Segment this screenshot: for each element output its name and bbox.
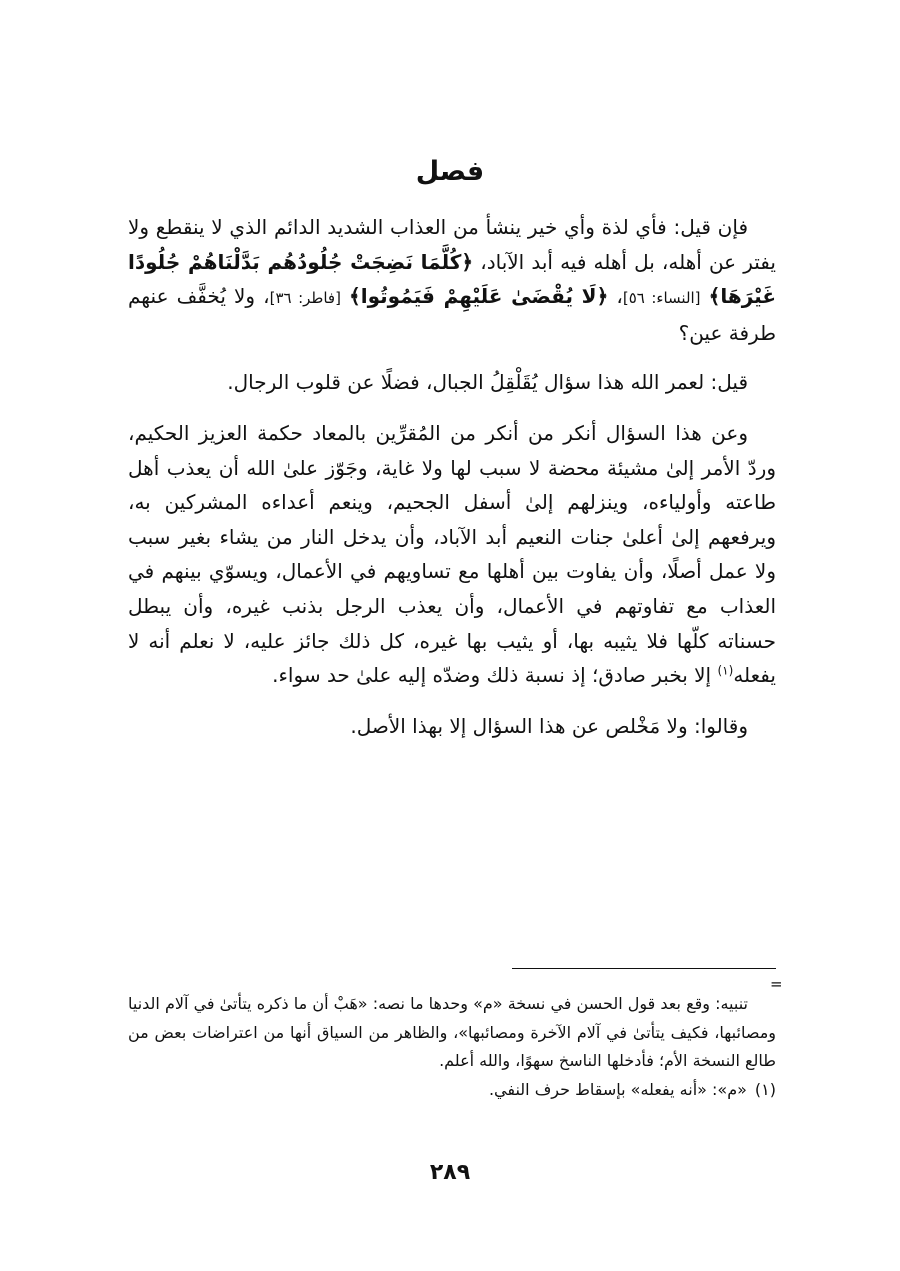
quran-verse: ﴿لَا يُقْضَىٰ عَلَيْهِمْ فَيَمُوتُوا﴾ bbox=[349, 284, 609, 309]
paragraph-text: فإن قيل: فأي لذة وأي خير ينشأ من العذاب الشديد الدائم الذي لا ينقطع ولا يفتر عن أهله، بل أهله فيه أبد الآباد، bbox=[128, 215, 776, 274]
paragraph-text: ، bbox=[616, 284, 623, 309]
verse-reference: [النساء: ٥٦] bbox=[622, 289, 701, 308]
footnote-text: «م»: «أنه يفعله» بإسقاط حرف النفي. bbox=[488, 1079, 747, 1099]
footnote-continuation-mark: = bbox=[770, 975, 783, 993]
quran-verse: ﴿كُلَّمَا نَضِجَتْ جُلُودُهُم بَدَّلْنَاهُمْ جُلُودًا غَيْرَهَا﴾ bbox=[128, 249, 777, 309]
section-title: فصل bbox=[415, 156, 485, 187]
footnote-marker[interactable]: (١) bbox=[717, 663, 734, 678]
paragraph-conclusion: وقالوا: ولا مَخْلص عن هذا السؤال إلا بهذا الأصل. bbox=[350, 713, 748, 738]
paragraph-text: ، ولا يُخفَّف عنهم طرفة عين؟ bbox=[128, 284, 776, 345]
paragraph-answer: قيل: لعمر الله هذا سؤال يُقَلْقِلُ الجبال، فضلًا عن قلوب الرجال. bbox=[227, 370, 748, 395]
main-text bbox=[128, 210, 776, 743]
footnote-1 bbox=[128, 1076, 776, 1105]
footnotes bbox=[128, 990, 776, 1104]
paragraph-text: إلا بخبر صادق؛ إذ نسبة ذلك وضدّه إليه علىٰ حد سواء. bbox=[272, 663, 718, 688]
footnote-number: (١) bbox=[754, 1079, 776, 1099]
verse-reference: [فاطر: ٣٦] bbox=[269, 289, 341, 308]
paragraph-text: وعن هذا السؤال أنكر من أنكر من المُقرِّين بالمعاد حكمة العزيز الحكيم، وردّ الأمر إلىٰ مشيئة محضة لا سبب لها ولا غاية، وجَوّز علىٰ الله أن يعذب أهل طاعته وأولياءه، وينزلهم إلىٰ أسفل الجحيم، وينعم أعداءه المشركين به، ويرفعهم إلىٰ أعلىٰ جنات النعيم أبد الآباد، وأن يدخل النار من يشاء بغير سبب ولا عمل أصلًا، وأن يفاوت بين أهلها مع تساويهم في الأعمال، ويسوّي بينهم في العذاب مع تفاوتهم في الأعمال، وأن يعذب الرجل بذنب غيره، وأن يبطل حسناته كلّها فلا يثيبه بها، أو يثيب بها غيره، كل ذلك جائز عليه، لا نعلم أنه لا يفعله bbox=[128, 420, 776, 688]
paragraph-question bbox=[128, 210, 776, 350]
footnote-note: تنبيه: وقع بعد قول الحسن في نسخة «م» وحدها ما نصه: «هَبْ أن ما ذكره يتأتىٰ في آلام الدنيا ومصائبها، فكيف يتأتىٰ في آلام الآخرة ومصائبها»، والظاهر من السياق أنها من اعتراضات بعض من طالع النسخة الأم؛ فأدخلها الناسخ سهوًا، والله أعلم. bbox=[128, 994, 776, 1070]
page-number: ٢٨٩ bbox=[429, 1160, 471, 1185]
paragraph-discussion bbox=[128, 416, 776, 693]
footnote-divider bbox=[512, 968, 776, 969]
